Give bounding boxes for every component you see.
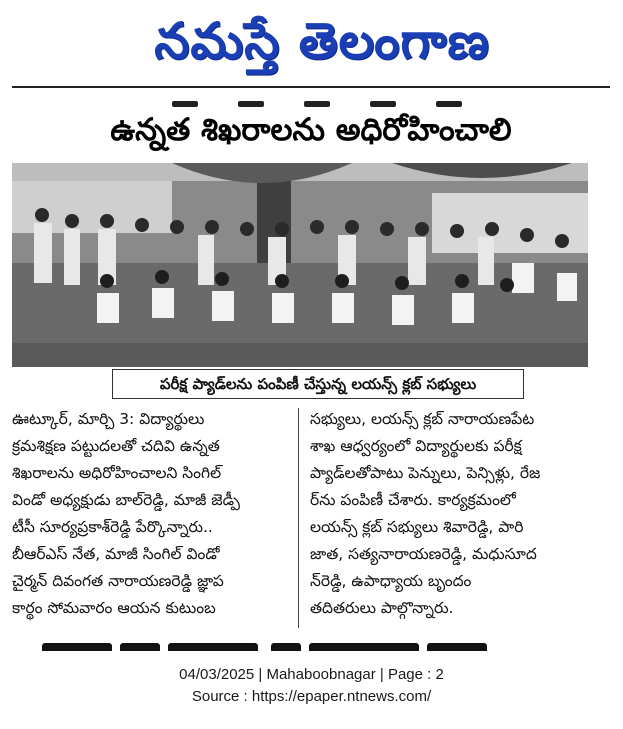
article-line: టీసీ సూర్యప్రకాశ్‌రెడ్డి పేర్కొన్నారు.. [12, 518, 213, 536]
article-line: సభ్యులు, లయన్స్ క్లబ్ నారాయణపేట [310, 410, 535, 428]
article-line: తదితరులు పాల్గొన్నారు. [310, 599, 454, 617]
article-line: విండో అధ్యక్షుడు బాల్‌రెడ్డి, మాజీ జెడ్పీ [12, 491, 240, 509]
newspaper-clipping [12, 6, 610, 651]
group-photo-illustration [12, 163, 588, 367]
article-line: ర్‌ను పంపిణీ చేశారు. కార్యక్రమంలో [310, 491, 516, 509]
masthead-divider [12, 86, 610, 88]
cut-off-next-headline [42, 642, 582, 651]
cut-text-remnant [172, 92, 512, 100]
article-line: క్రమశిక్షణ పట్టుదలతో చదివి ఉన్నత [12, 437, 220, 455]
article-line: శిఖరాలను అధిరోహించాలని సింగిల్ [12, 464, 222, 482]
column-divider [298, 408, 299, 628]
footer-date-edition: 04/03/2025 | Mahaboobnagar | Page : 2 [179, 666, 444, 683]
article-photo [12, 163, 588, 367]
article-line: కార్థం సోమవారం ఆయన కుటుంబ [12, 599, 216, 617]
article-line: ప్యాడ్‌లతోపాటు పెన్నులు, పెన్సిళ్లు, రేజ [310, 464, 541, 482]
article-column-right [310, 406, 585, 622]
article-line: బీఆర్ఎస్ నేత, మాజీ సింగిల్ విండో [12, 545, 220, 563]
article-line: న్‌రెడ్డి, ఉపాధ్యాయ బృందం [310, 572, 472, 590]
newspaper-masthead: నమస్తే తెలంగాణ [154, 11, 490, 70]
article-line: జాత, సత్యనారాయణరెడ్డి, మధుసూద [310, 545, 537, 563]
article-line: చైర్మన్ దివంగత నారాయణరెడ్డి జ్ఞాప [12, 572, 224, 590]
footer-source: Source : https://epaper.ntnews.com/ [191, 688, 432, 705]
article-headline: ఉన్నత శిఖరాలను అధిరోహించాలి [110, 112, 512, 148]
article-line: శాఖ ఆధ్వర్యంలో విద్యార్థులకు పరీక్ష [310, 437, 522, 455]
article-column-left [12, 406, 287, 622]
photo-caption: పరీక్ష ప్యాడ్‌లను పంపిణీ చేస్తున్న లయన్స్ క్లబ్ సభ్యులు [112, 369, 524, 399]
article-line: ఊట్కూర్, మార్చి 3: విద్యార్థులు [12, 410, 205, 428]
article-line: లయన్స్ క్లబ్ సభ్యులు శివారెడ్డి, పారి [310, 518, 524, 536]
